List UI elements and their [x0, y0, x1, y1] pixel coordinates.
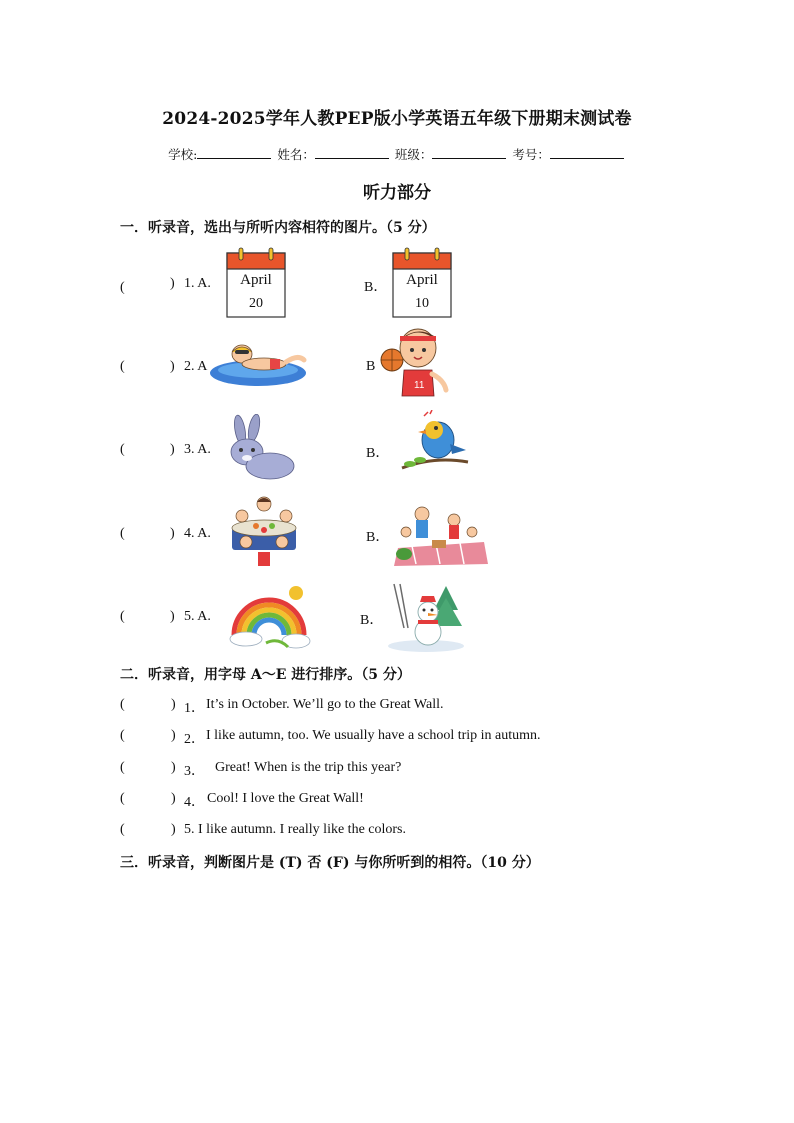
- answer-paren-close: ): [170, 609, 175, 624]
- answer-blank[interactable]: [121, 697, 175, 715]
- dialogue-sentence: It’s in October. We’ll go to the Great Wall.: [206, 697, 444, 712]
- option-b-label: B．: [366, 446, 390, 461]
- answer-blank[interactable]: [121, 822, 175, 840]
- calendar-icon: [392, 247, 452, 319]
- answer-paren-close: ): [170, 442, 175, 457]
- question-number: 2. A: [184, 359, 208, 374]
- dialogue-sentence: Cool! I love the Great Wall!: [207, 791, 364, 806]
- dialogue-sentence: Great! When is the trip this year?: [215, 760, 402, 775]
- family-dinner-icon: [226, 494, 302, 572]
- dialogue-sentence: I like autumn. I really like the colors.: [198, 822, 406, 837]
- calendar-icon: [226, 247, 286, 319]
- answer-blank[interactable]: [121, 609, 175, 627]
- exam-no-blank[interactable]: [550, 145, 624, 159]
- option-b-label: B．: [364, 280, 388, 295]
- answer-paren-open: (: [120, 728, 125, 743]
- calendar-month: April: [406, 272, 438, 288]
- class-blank[interactable]: [432, 145, 506, 159]
- item-number: 5.: [184, 822, 195, 837]
- answer-blank[interactable]: [121, 728, 175, 746]
- answer-paren-close: ): [170, 526, 175, 541]
- answer-paren-close: ): [170, 359, 175, 374]
- class-label: 班级：: [394, 147, 433, 162]
- item-number: 3．: [184, 764, 205, 779]
- page-title: 2024-2025学年人教PEP版小学英语五年级下册期末测试卷: [162, 109, 632, 129]
- item-number: 1．: [184, 701, 205, 716]
- answer-blank[interactable]: [121, 526, 175, 544]
- answer-blank[interactable]: [121, 442, 175, 460]
- dialogue-sentence: I like autumn, too. We usually have a school trip in autumn.: [206, 728, 541, 743]
- exam-no-label: 考号：: [512, 147, 550, 162]
- calendar-day: 20: [249, 296, 263, 311]
- part1-heading: 一．听录音，选出与所听内容相符的图片。（5 分）: [120, 220, 436, 236]
- rainbow-icon: [226, 581, 312, 655]
- answer-paren-open: (: [120, 280, 125, 295]
- answer-paren-open: (: [120, 526, 125, 541]
- answer-blank[interactable]: [121, 359, 175, 377]
- answer-paren-open: (: [120, 609, 125, 624]
- family-picnic-icon: [392, 498, 490, 572]
- snowman-icon: [386, 580, 466, 656]
- answer-paren-close: ): [171, 791, 176, 806]
- section-title: 听力部分: [363, 183, 431, 203]
- answer-paren-close: ): [171, 822, 176, 837]
- answer-paren-close: ): [170, 276, 175, 291]
- answer-blank[interactable]: [121, 276, 175, 294]
- question-number: 5. A.: [184, 609, 211, 624]
- school-label: 学校:: [168, 147, 198, 162]
- answer-paren-close: ): [171, 760, 176, 775]
- part2-heading: 二．听录音，用字母 A～E 进行排序。（5 分）: [120, 667, 411, 683]
- rabbit-icon: [222, 414, 296, 488]
- answer-paren-open: (: [120, 760, 125, 775]
- answer-paren-close: ): [171, 728, 176, 743]
- part3-heading: 三．听录音，判断图片是 (T) 否 (F) 与你所听到的相符。（10 分）: [120, 855, 540, 871]
- option-b-label: B．: [360, 613, 384, 628]
- question-number: 1. A.: [184, 276, 211, 291]
- answer-paren-open: (: [120, 697, 125, 712]
- calendar-month: April: [240, 272, 272, 288]
- answer-blank[interactable]: [121, 791, 175, 809]
- calendar-day: 10: [415, 296, 429, 311]
- svg-text:11: 11: [414, 380, 425, 391]
- answer-paren-open: (: [120, 442, 125, 457]
- item-number: 2．: [184, 732, 205, 747]
- item-number: 4．: [184, 795, 205, 810]
- student-info-line: [0, 145, 794, 163]
- option-b-label: B: [366, 359, 376, 374]
- answer-paren-close: ): [171, 697, 176, 712]
- swimming-child-icon: [208, 340, 308, 392]
- answer-paren-open: (: [120, 359, 125, 374]
- option-b-label: B．: [366, 530, 390, 545]
- school-blank[interactable]: [197, 145, 271, 159]
- bird-icon: [398, 410, 470, 480]
- name-label: 姓名：: [277, 147, 315, 162]
- question-number: 3. A.: [184, 442, 211, 457]
- basketball-boy-icon: [376, 326, 452, 408]
- question-number: 4. A.: [184, 526, 211, 541]
- name-blank[interactable]: [315, 145, 389, 159]
- answer-blank[interactable]: [121, 760, 175, 778]
- answer-paren-open: (: [120, 822, 125, 837]
- answer-paren-open: (: [120, 791, 125, 806]
